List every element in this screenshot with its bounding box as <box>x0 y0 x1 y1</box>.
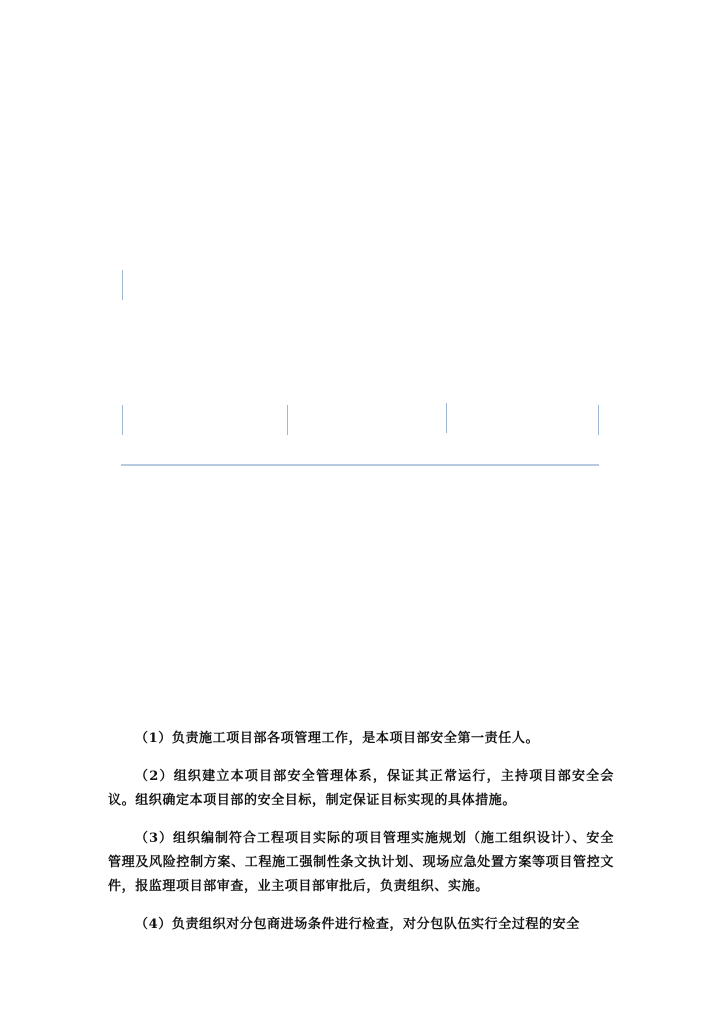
paragraph-2: （2）组织建立本项目部安全管理体系，保证其正常运行，主持项目部安全会议。组织确定本项目部的安全目标，制定保证目标实现的具体措施。 <box>108 769 614 808</box>
paragraph-4: （4）负责组织对分包商进场条件进行检查，对分包队伍实行全过程的安全 <box>135 917 580 932</box>
paragraph-3: （3）组织编制符合工程项目实际的项目管理实施规划（施工组织设计）、安全管理及风险控制方案、工程施工强制性条文执计划、现场应急处置方案等项目管控文件，报监理项目部审查，业主项目部审批后，负责组织、实施。 <box>108 831 614 894</box>
table-border-col-4 <box>598 405 599 435</box>
table-border-left-top <box>122 270 123 300</box>
table-border-col-1 <box>122 405 123 435</box>
table-border-col-3 <box>446 403 447 433</box>
paragraph-1: （1）负责施工项目部各项管理工作，是本项目部安全第一责任人。 <box>135 731 540 746</box>
document-body <box>108 727 614 951</box>
table-border-bottom <box>121 464 599 466</box>
table-border-col-2 <box>287 405 288 435</box>
